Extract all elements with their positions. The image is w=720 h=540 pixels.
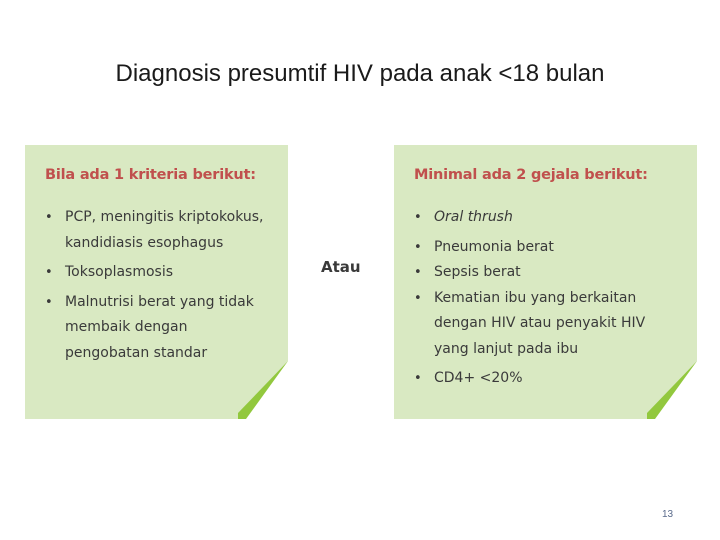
list-item: • Oral thrush xyxy=(412,205,682,231)
bullet-icon: • xyxy=(414,290,422,306)
page-curl-icon xyxy=(238,361,288,419)
left-criteria-list xyxy=(43,205,268,370)
connector-label: Atau xyxy=(321,258,361,276)
left-card-heading: Bila ada 1 kriteria berikut: xyxy=(45,167,256,183)
criteria-card-left xyxy=(25,145,288,419)
bullet-icon: • xyxy=(414,210,422,225)
list-item: • Malnutrisi berat yang tidak membaik dengan pengobatan standar xyxy=(43,290,268,367)
list-item: • PCP, meningitis kriptokokus, kandidiasis esophagus xyxy=(43,205,268,256)
bullet-icon: • xyxy=(414,265,422,280)
list-item: • Kematian ibu yang berkaitan dengan HIV atau penyakit HIV yang lanjut pada ibu xyxy=(412,286,682,363)
list-item: • Pneumonia berat xyxy=(412,235,682,261)
bullet-icon: • xyxy=(45,294,53,310)
right-criteria-list xyxy=(412,205,682,396)
right-card-heading: Minimal ada 2 gejala berikut: xyxy=(414,167,648,183)
page-curl-icon xyxy=(647,361,697,419)
list-item: • Toksoplasmosis xyxy=(43,260,268,286)
list-item: • Sepsis berat xyxy=(412,260,682,286)
slide-title: Diagnosis presumtif HIV pada anak <18 bulan xyxy=(115,60,605,87)
bullet-icon: • xyxy=(45,210,53,225)
bullet-icon: • xyxy=(414,371,422,386)
bullet-icon: • xyxy=(45,265,53,280)
bullet-icon: • xyxy=(414,239,422,255)
list-item: • CD4+ <20% xyxy=(412,366,682,392)
page-number: 13 xyxy=(662,509,674,520)
criteria-card-right xyxy=(394,145,697,419)
